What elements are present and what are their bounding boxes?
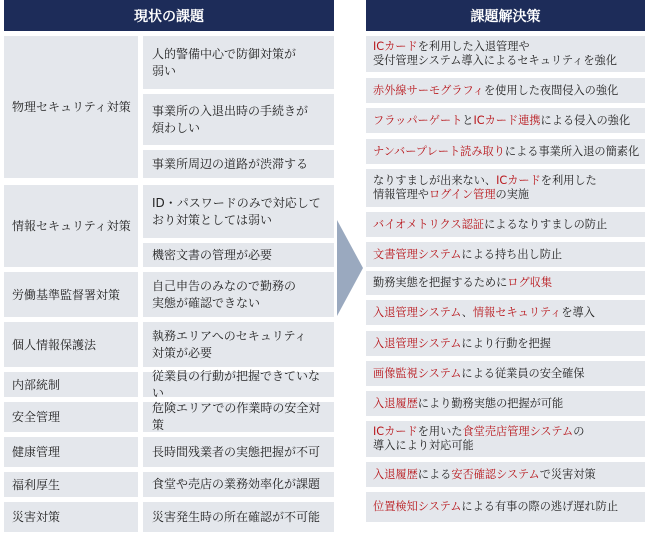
solution-text: によるなりすましの防止 [484,217,608,231]
solution-text: の実施 [495,188,530,201]
issue-text-line: 実態が確認できない [152,295,261,310]
solution-highlight: 安否確認システム [451,467,540,481]
solution-highlight: 情報セキュリティ [472,305,562,319]
issue-text-line: 従業員の行動が把握できていない [152,368,321,400]
category-cell: 安全管理 [4,402,138,432]
category-cell: 福利厚生 [4,472,138,497]
issue-cell [143,243,334,267]
solution-item [366,242,645,267]
solution-highlight: ICカード [373,40,418,53]
issue-cell [143,472,334,497]
issue-cell [143,437,334,467]
issue-cell [143,94,334,145]
solution-item [366,300,645,325]
solution-item [366,169,645,207]
issue-cell [143,150,334,178]
issue-text-line: 事業所周辺の道路が渋滞する [152,156,309,171]
solution-text: により行動を把握 [461,336,551,350]
issue-cell [143,502,334,532]
solution-highlight: 入退管理システム [373,336,462,350]
solution-text: を利用した入退管理や [417,40,530,53]
issue-cell [143,36,334,89]
solution-item [366,462,645,487]
solution-highlight: 入退管理システム [373,305,462,319]
issue-cell [143,322,334,367]
issue-cell [143,272,334,317]
solution-highlight: ログ収集 [507,276,553,289]
solution-text: を用いた [417,425,463,438]
solution-item [366,36,645,72]
solution-text: 、 [461,305,473,319]
solution-text: を使用した夜間侵入の強化 [483,83,619,97]
issue-text-line: 危険エリアでの作業時の安全対策 [152,401,321,432]
solution-text: による有事の際の逃げ遅れ防止 [461,500,619,513]
solution-item [366,492,645,522]
solution-item [366,361,645,386]
solution-text: による持ち出し防止 [461,247,563,261]
solution-text: 勤務実態を把握するために [373,276,508,289]
category-cell: 労働基準監督署対策 [4,272,138,317]
solution-highlight: ICカード連携 [473,113,541,127]
solution-item [366,139,645,164]
solution-highlight: ICカード [373,425,418,438]
current-issues-header: 現状の課題 [4,0,334,31]
solution-highlight: 赤外線サーモグラフィ [373,83,484,97]
category-cell: 情報セキュリティ対策 [4,185,138,267]
solution-text: による事業所入退の簡素化 [504,144,640,158]
issue-text-line: 執務エリアへのセキュリティ [152,328,307,343]
solution-text: 受付管理システム導入によるセキュリティを強化 [373,54,617,67]
issue-text-line: 対策が必要 [152,345,213,360]
issue-text-line: 長時間残業者の実態把握が不可 [152,444,321,459]
solution-highlight: 入退履歴 [373,396,418,410]
issue-text-line: 機密文書の管理が必要 [152,247,273,262]
issue-text-line: ID・パスワードのみで対応して [152,195,321,210]
solution-highlight: バイオメトリクス認証 [373,217,485,231]
solutions-header: 課題解決策 [366,0,645,31]
solution-text: で災害対策 [539,467,596,481]
solution-text: の [573,425,585,438]
issue-text-line: 食堂や売店の業務効率化が課題 [152,477,321,491]
solution-text: による [417,467,452,481]
solution-item [366,108,645,133]
issue-cell [143,402,334,432]
solution-text: による従業員の安全確保 [461,366,585,380]
solution-highlight: 位置検知システム [373,500,462,513]
issue-text-line: 自己申告のみなので勤務の [152,278,297,293]
solution-highlight: 画像監視システム [373,366,462,380]
issue-text-line: 災害発生時の所在確認が不可能 [152,509,321,524]
solution-item [366,271,645,295]
solution-text: と [462,113,474,127]
issue-text-line: 人的警備中心で防御対策が [152,46,297,61]
solution-text: なりすましが出来ない、 [373,174,497,187]
arrow-right-icon [337,220,363,316]
solution-item [366,212,645,237]
solution-highlight: ナンバープレート読み取り [373,144,505,158]
category-cell: 災害対策 [4,502,138,532]
solution-text: により勤務実態の把握が可能 [417,396,564,410]
issue-text-line: おり対策としては弱い [152,212,273,227]
issue-text-line: 事業所の入退出時の手続きが [152,103,309,118]
solution-highlight: ログイン管理 [428,188,496,201]
solution-text: による侵入の強化 [540,113,631,127]
solution-highlight: 食堂売店管理システム [462,425,574,438]
solution-highlight: 文書管理システム [373,247,462,261]
solution-text: 情報管理や [373,188,429,201]
issue-text-line: 煩わしい [152,120,201,135]
category-cell: 個人情報保護法 [4,322,138,367]
issue-text-line: 弱い [152,63,177,78]
solution-highlight: フラッパーゲート [373,113,463,127]
solution-item [366,421,645,457]
solution-text: を利用した [540,174,597,187]
solution-text: 導入により対応可能 [373,439,474,452]
issue-cell [143,368,334,400]
category-cell: 内部統制 [4,372,138,397]
solution-item [366,391,645,416]
solution-item [366,78,645,103]
solution-text: を導入 [561,305,595,319]
solution-highlight: ICカード [496,174,541,187]
category-cell: 物理セキュリティ対策 [4,36,138,178]
issue-cell [143,185,334,238]
solution-highlight: 入退履歴 [373,467,418,481]
solution-item [366,331,645,356]
category-cell: 健康管理 [4,437,138,467]
